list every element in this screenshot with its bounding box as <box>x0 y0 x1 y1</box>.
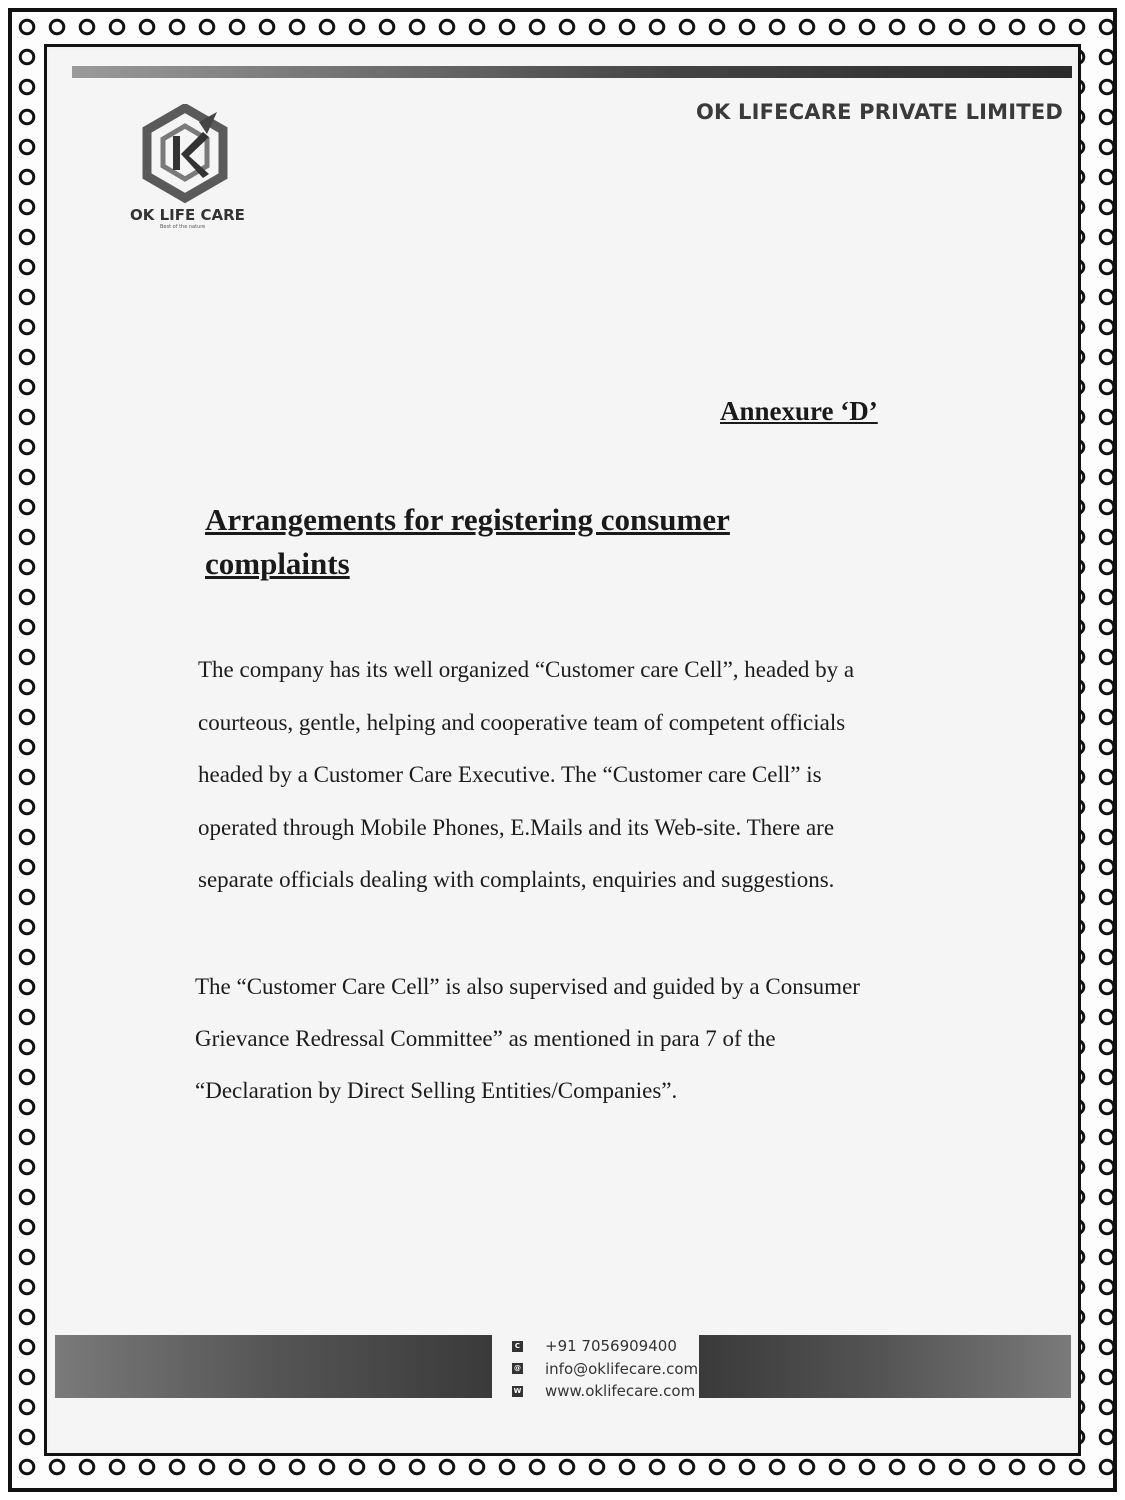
company-logo <box>130 104 245 230</box>
logo-tagline: Best of the nature <box>160 224 206 230</box>
website-link[interactable]: www.oklifecare.com <box>545 1382 696 1401</box>
footer-bar-left <box>55 1335 492 1398</box>
email-address[interactable]: info@oklifecare.com <box>545 1359 699 1378</box>
paragraph-line: courteous, gentle, helping and cooperative team of competent officials <box>198 709 846 735</box>
heading-line: complaints <box>205 546 350 581</box>
heading-line: Arrangements for registering consumer <box>205 502 730 537</box>
company-name: OK LIFECARE PRIVATE LIMITED <box>695 100 1063 124</box>
footer-contacts <box>512 1335 698 1403</box>
phone-number: +91 7056909400 <box>545 1337 677 1356</box>
paragraph-customer-care <box>198 644 978 907</box>
paragraph-line: operated through Mobile Phones, E.Mails and its Web-site. There are <box>198 814 835 840</box>
paragraph-line: “Declaration by Direct Selling Entities/Companies”. <box>195 1078 678 1103</box>
document-heading <box>205 498 845 586</box>
paragraph-grievance-committee <box>195 961 985 1117</box>
email-icon: @ <box>514 1364 521 1373</box>
contact-website <box>512 1380 698 1403</box>
document-page <box>50 50 1075 1450</box>
contact-email <box>512 1358 698 1381</box>
globe-icon: W <box>513 1386 522 1395</box>
paragraph-line: The “Customer Care Cell” is also supervised and guided by a Consumer <box>195 974 860 999</box>
paragraph-line: separate officials dealing with complaints, enquiries and suggestions. <box>198 867 835 892</box>
paragraph-line: headed by a Customer Care Executive. The “Customer care Cell” is <box>198 762 822 787</box>
contact-phone <box>512 1335 698 1358</box>
logo-mark-icon <box>137 104 233 204</box>
paragraph-line: The company has its well organized “Customer care Cell”, headed by a <box>198 657 855 682</box>
phone-icon: C <box>512 1341 523 1352</box>
footer-bar-right <box>699 1335 1071 1398</box>
paragraph-line: Grievance Redressal Committee” as mentioned in para 7 of the <box>195 1026 776 1051</box>
annexure-label: Annexure ‘D’ <box>720 396 878 426</box>
logo-text: OK LIFE CARE <box>130 206 245 224</box>
header-bar <box>72 66 1072 78</box>
